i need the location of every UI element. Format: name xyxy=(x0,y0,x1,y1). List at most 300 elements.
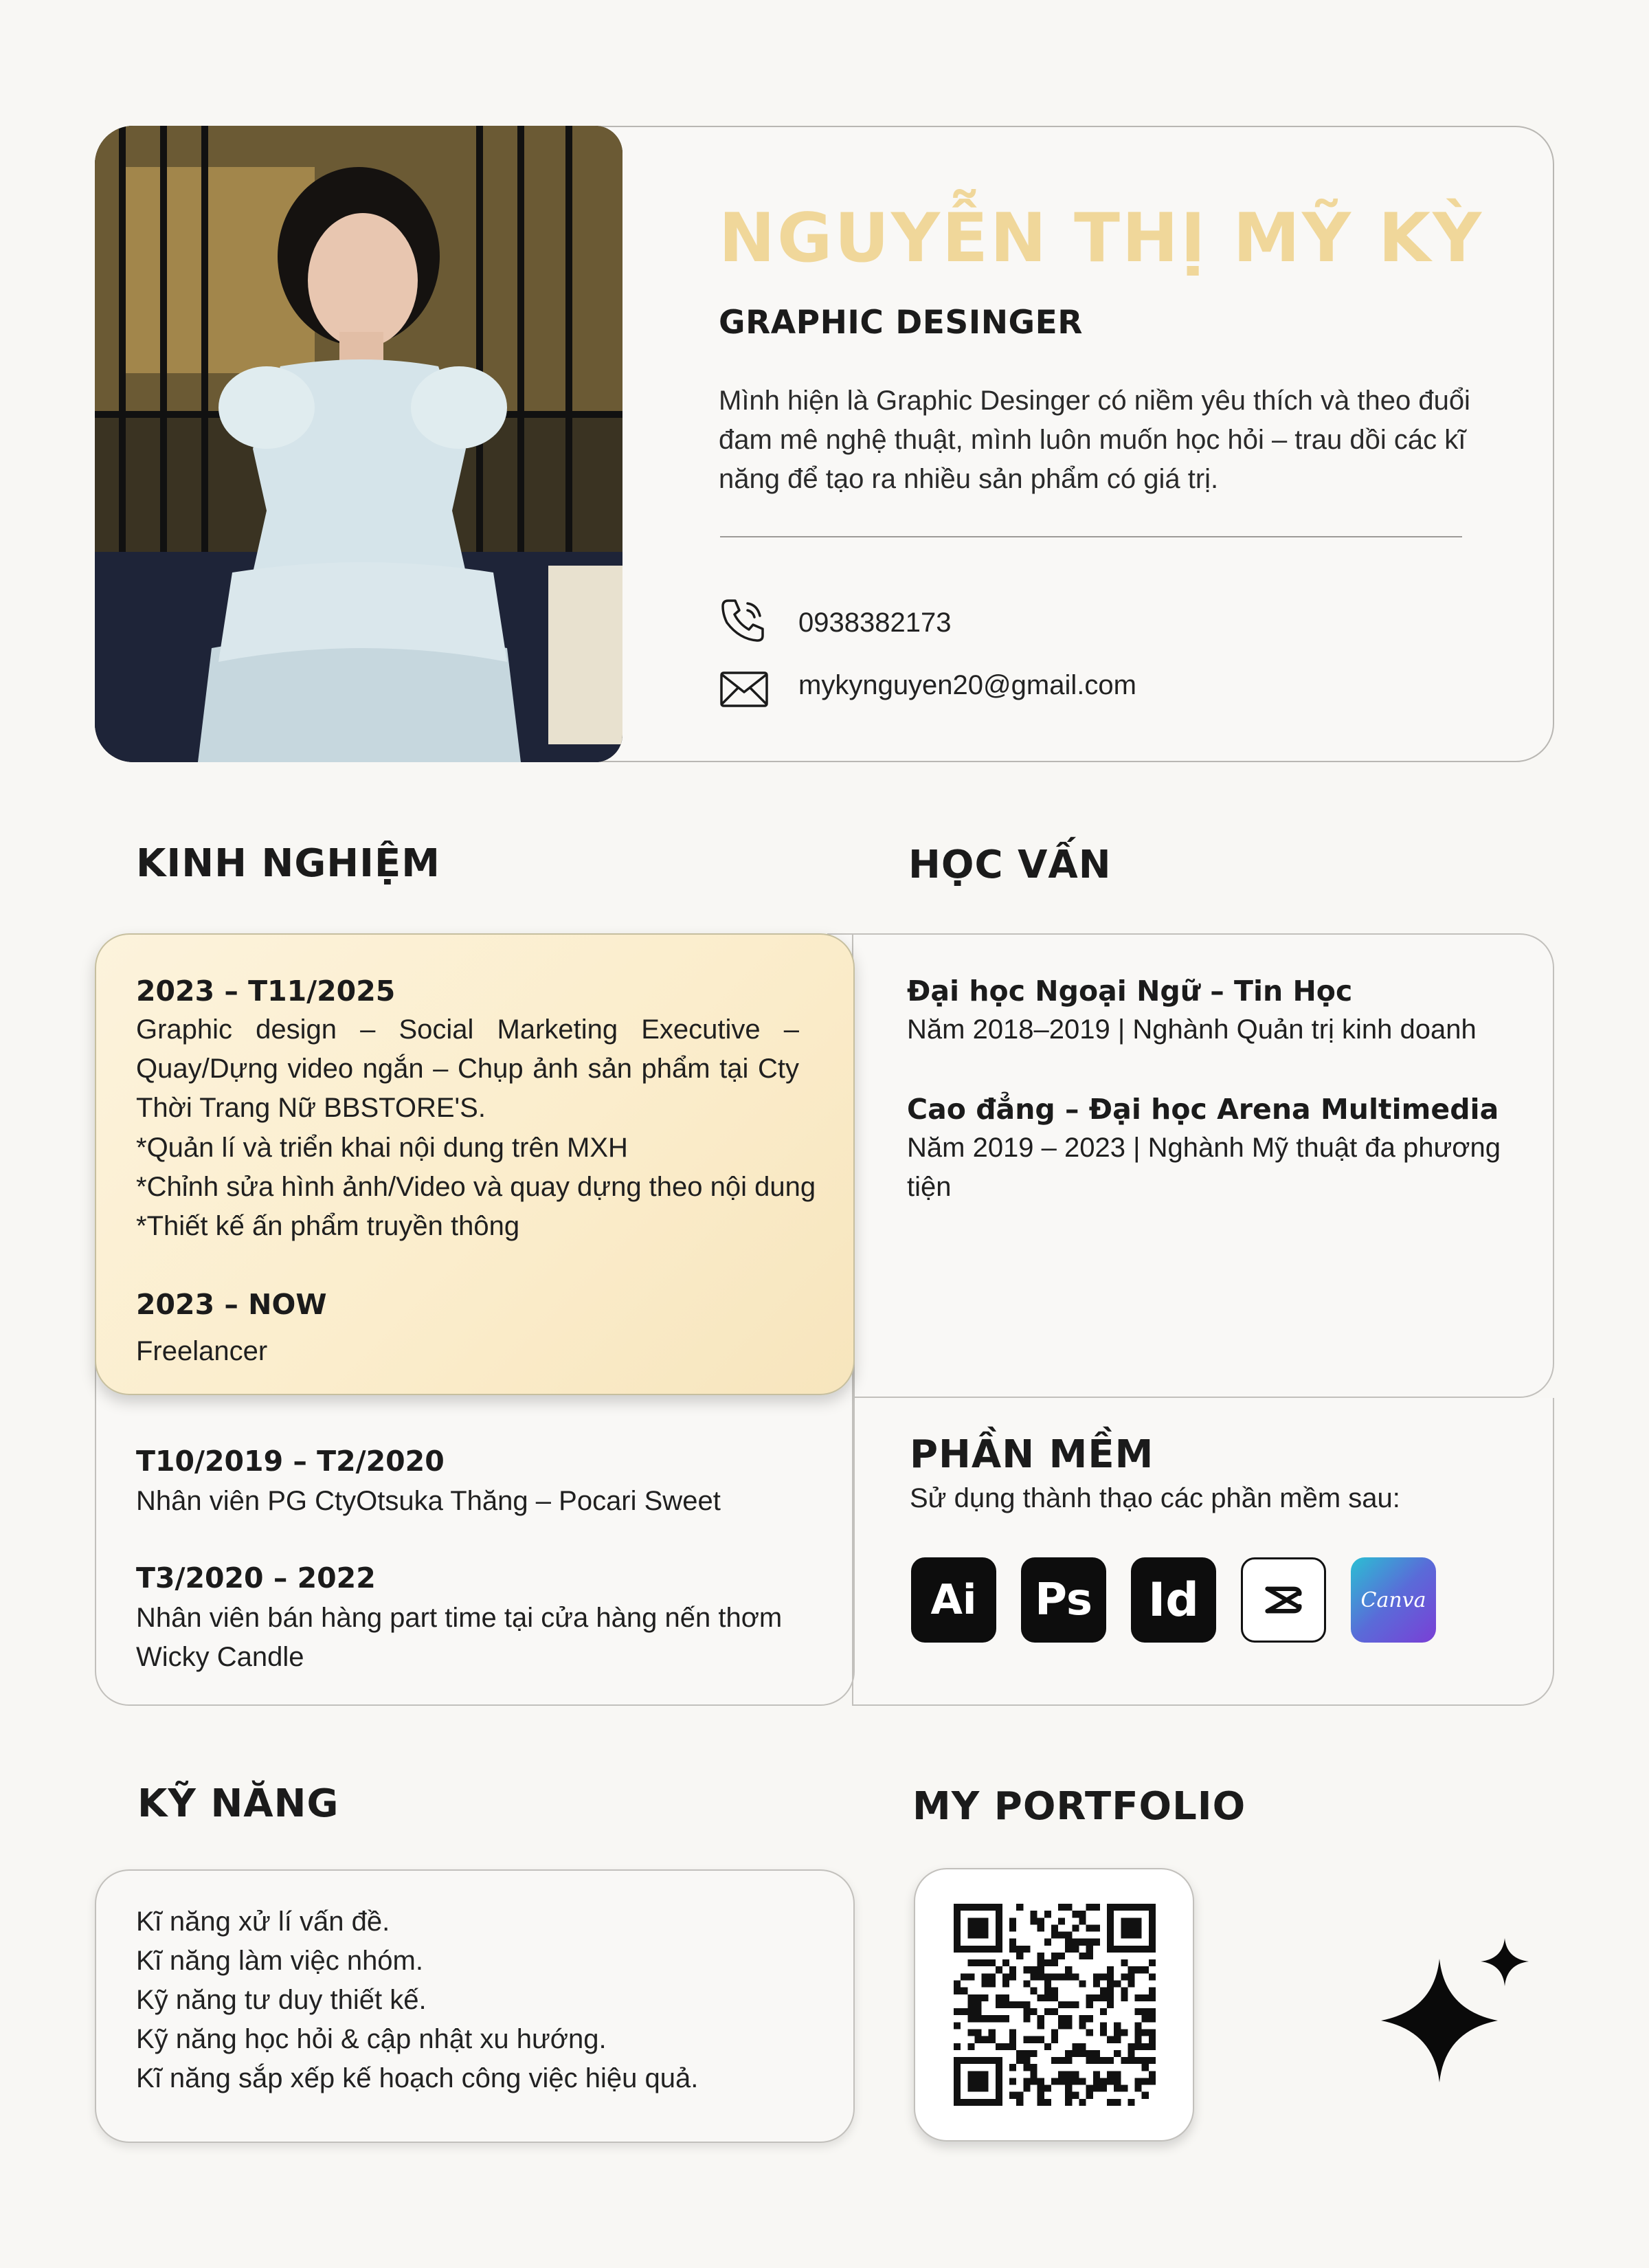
qr-module xyxy=(1100,1973,1107,1980)
software-description: Sử dụng thành thạo các phần mềm sau: xyxy=(910,1483,1400,1513)
qr-module xyxy=(982,1994,989,2001)
qr-module xyxy=(1016,2092,1023,2099)
qr-module xyxy=(1093,1994,1100,2001)
qr-module xyxy=(1128,2057,1134,2064)
canva-icon: Canva xyxy=(1351,1557,1436,1643)
qr-module xyxy=(1072,1973,1079,1980)
mail-icon xyxy=(719,670,770,709)
qr-module xyxy=(1009,2001,1016,2008)
qr-module xyxy=(1058,1953,1065,1959)
header-divider xyxy=(720,536,1462,537)
qr-module xyxy=(954,2043,961,2050)
qr-module xyxy=(974,2015,981,2022)
qr-module xyxy=(1009,1966,1016,1973)
qr-module xyxy=(1079,1953,1086,1959)
skill-item: Kỹ năng tư duy thiết kế. xyxy=(136,1985,427,2015)
qr-module xyxy=(1009,1917,1016,1924)
qr-module xyxy=(1023,1981,1030,1988)
qr-module xyxy=(989,2029,996,2036)
qr-module xyxy=(1114,2078,1121,2084)
qr-module xyxy=(1086,2029,1093,2036)
qr-module xyxy=(1023,1946,1030,1953)
qr-module xyxy=(974,2036,981,2043)
qr-module xyxy=(1079,2050,1086,2057)
experience-date: 2023 – T11/2025 xyxy=(136,975,396,1008)
skill-item: Kĩ năng xử lí vấn đề. xyxy=(136,1906,390,1937)
qr-module xyxy=(961,1988,967,1994)
qr-module xyxy=(967,2029,974,2036)
experience-bullet: *Chỉnh sửa hình ảnh/Video và quay dựng theo nội dung xyxy=(136,1172,816,1202)
qr-module xyxy=(1072,2078,1079,2084)
qr-module xyxy=(1121,2057,1128,2064)
qr-module xyxy=(1093,2057,1100,2064)
qr-module xyxy=(1031,2071,1037,2078)
qr-module xyxy=(1023,2057,1030,2064)
qr-module xyxy=(1031,2064,1037,2071)
qr-module xyxy=(1135,2008,1142,2015)
qr-module xyxy=(1037,2092,1044,2099)
qr-module xyxy=(1051,2008,1058,2015)
qr-module xyxy=(1023,1966,1030,1973)
qr-module xyxy=(982,2015,989,2022)
qr-module xyxy=(974,2029,981,2036)
qr-module xyxy=(1086,1939,1093,1946)
qr-module xyxy=(1121,1988,1128,1994)
qr-module xyxy=(1051,1994,1058,2001)
qr-module xyxy=(1142,2092,1149,2099)
qr-module xyxy=(1016,2099,1023,2106)
qr-module xyxy=(1121,1994,1128,2001)
qr-module xyxy=(1135,1966,1142,1973)
qr-module xyxy=(1149,2057,1156,2064)
qr-module xyxy=(1002,2015,1009,2022)
qr-module xyxy=(1142,2029,1149,2036)
qr-module xyxy=(967,2071,988,2091)
qr-module xyxy=(1093,1981,1100,1988)
illustrator-icon: Ai xyxy=(911,1557,996,1643)
qr-module xyxy=(1079,2043,1086,2050)
qr-module xyxy=(1128,2043,1134,2050)
qr-module xyxy=(967,2043,974,2050)
qr-module xyxy=(1002,1994,1009,2001)
qr-module xyxy=(1016,2001,1023,2008)
qr-module xyxy=(1051,1932,1058,1939)
qr-module xyxy=(1135,2036,1142,2043)
qr-module xyxy=(1142,1966,1149,1973)
qr-module xyxy=(1072,2001,1079,2008)
qr-module xyxy=(1107,2057,1114,2064)
qr-module xyxy=(996,2001,1002,2008)
qr-module xyxy=(1093,2085,1100,2092)
experience-description: Nhân viên PG CtyOtsuka Thăng – Pocari Sweet xyxy=(136,1486,721,1516)
qr-module xyxy=(1065,1904,1072,1911)
qr-module xyxy=(1135,2057,1142,2064)
email-address[interactable]: mykynguyen20@gmail.com xyxy=(798,670,1136,700)
qr-module xyxy=(982,1973,989,1980)
qr-module xyxy=(1044,2099,1051,2106)
qr-module xyxy=(1044,1981,1051,1988)
qr-module xyxy=(1142,2008,1149,2015)
qr-module xyxy=(1009,2078,1016,2084)
qr-module xyxy=(1009,1939,1016,1946)
qr-module xyxy=(1142,2043,1149,2050)
qr-module xyxy=(1086,2050,1093,2057)
experience-date: T10/2019 – T2/2020 xyxy=(136,1445,445,1478)
school-detail: Năm 2019 – 2023 | Nghành Mỹ thuật đa phương tiện xyxy=(907,1133,1501,1202)
qr-module xyxy=(1058,2001,1065,2008)
qr-module xyxy=(1031,2036,1037,2043)
qr-module xyxy=(1002,1981,1009,1988)
qr-module xyxy=(1037,1953,1044,1959)
qr-module xyxy=(1065,2071,1072,2078)
qr-module xyxy=(1051,1959,1058,1966)
qr-module xyxy=(1037,1973,1044,1980)
qr-module xyxy=(1002,1959,1009,1966)
qr-module xyxy=(1072,2071,1079,2078)
qr-module xyxy=(1135,1994,1142,2001)
qr-module xyxy=(967,2001,974,2008)
qr-module xyxy=(1135,2043,1142,2050)
qr-module xyxy=(1051,2078,1058,2084)
qr-module xyxy=(1149,2043,1156,2050)
profile-photo xyxy=(95,126,622,762)
qr-module xyxy=(1128,2050,1134,2057)
qr-module xyxy=(1079,2022,1086,2029)
qr-module xyxy=(1051,1988,1058,1994)
qr-module xyxy=(996,2043,1002,2050)
qr-module xyxy=(1009,2036,1016,2043)
qr-module xyxy=(1044,1939,1051,1946)
qr-module xyxy=(1128,2099,1134,2106)
qr-module xyxy=(1072,1924,1079,1931)
qr-module xyxy=(1023,2008,1030,2015)
qr-module xyxy=(1114,2085,1121,2092)
experience-bullet: *Thiết kế ấn phẩm truyền thông xyxy=(136,1211,520,1241)
qr-module xyxy=(1149,1973,1156,1980)
qr-module xyxy=(1079,2078,1086,2084)
qr-module xyxy=(974,1994,981,2001)
qr-module xyxy=(1093,2071,1100,2078)
school-detail: Năm 2018–2019 | Nghành Quản trị kinh doanh xyxy=(907,1014,1477,1045)
qr-module xyxy=(1107,1981,1114,1988)
qr-module xyxy=(1121,2029,1128,2036)
qr-module xyxy=(1128,1981,1134,1988)
qr-module xyxy=(1065,1932,1072,1939)
sparkle-icon xyxy=(1374,1938,1539,2082)
qr-module xyxy=(1009,1924,1016,1931)
qr-module xyxy=(1037,2015,1044,2022)
qr-module xyxy=(1107,2078,1114,2084)
qr-module xyxy=(989,2015,996,2022)
experience-description: Graphic design – Social Marketing Executive – Quay/Dựng video ngắn – Chụp ảnh sản phẩm tại Cty Thời Trang Nữ BBSTORE'S. xyxy=(136,1014,799,1123)
qr-module xyxy=(1149,2015,1156,2022)
qr-module xyxy=(1121,1973,1128,1980)
qr-module xyxy=(1114,2099,1121,2106)
qr-module xyxy=(1100,2078,1107,2084)
qr-module xyxy=(974,1959,981,1966)
qr-module xyxy=(1058,2022,1065,2029)
qr-module xyxy=(1107,1966,1114,1973)
qr-module xyxy=(1079,1939,1086,1946)
qr-module xyxy=(967,1973,974,1980)
qr-module xyxy=(1009,2092,1016,2099)
experience-description: Freelancer xyxy=(136,1336,268,1366)
qr-module xyxy=(1142,2064,1149,2071)
qr-module xyxy=(1100,2029,1107,2036)
qr-module xyxy=(1058,1904,1065,1911)
qr-module xyxy=(974,2008,981,2015)
qr-module xyxy=(1100,2085,1107,2092)
qr-module xyxy=(1107,1988,1114,1994)
capcut-icon xyxy=(1241,1557,1326,1643)
qr-module xyxy=(1037,2022,1044,2029)
qr-module xyxy=(989,1973,996,1980)
qr-module xyxy=(1023,2015,1030,2022)
qr-module xyxy=(1135,2029,1142,2036)
qr-module xyxy=(1037,2078,1044,2084)
qr-module xyxy=(1044,1988,1051,1994)
qr-module xyxy=(1149,2078,1156,2084)
qr-module xyxy=(1051,1924,1058,1931)
qr-module xyxy=(1065,2099,1072,2106)
qr-module xyxy=(989,2036,996,2043)
qr-module xyxy=(996,2015,1002,2022)
phone-number[interactable]: 0938382173 xyxy=(798,608,952,638)
qr-module xyxy=(967,2008,974,2015)
qr-module xyxy=(1031,1988,1037,1994)
qr-module xyxy=(1037,2085,1044,2092)
qr-module xyxy=(1100,2057,1107,2064)
qr-module xyxy=(1093,1939,1100,1946)
qr-module xyxy=(1086,1953,1093,1959)
qr-module xyxy=(1128,1973,1134,1980)
qr-module xyxy=(1093,2050,1100,2057)
qr-module xyxy=(1051,2057,1058,2064)
qr-module xyxy=(982,1981,989,1988)
qr-module xyxy=(1079,2099,1086,2106)
qr-module xyxy=(1009,1946,1016,1953)
qr-module xyxy=(1037,1994,1044,2001)
qr-module xyxy=(1065,2022,1072,2029)
qr-module xyxy=(1149,2029,1156,2036)
qr-module xyxy=(1044,1911,1051,1917)
qr-module xyxy=(1086,1904,1093,1911)
qr-module xyxy=(1037,2099,1044,2106)
qr-module xyxy=(1009,2029,1016,2036)
qr-module xyxy=(1114,2029,1121,2036)
qr-module xyxy=(1031,1973,1037,1980)
qr-module xyxy=(1065,2015,1072,2022)
qr-module xyxy=(1037,1924,1044,1931)
qr-module xyxy=(1135,2085,1142,2092)
qr-module xyxy=(1023,2001,1030,2008)
qr-module xyxy=(1031,1917,1037,1924)
qr-module xyxy=(1149,1959,1156,1966)
qr-module xyxy=(1086,2001,1093,2008)
qr-module xyxy=(974,2001,981,2008)
qr-module xyxy=(1009,2043,1016,2050)
qr-module xyxy=(1100,2022,1107,2029)
qr-module xyxy=(1072,1946,1079,1953)
qr-module xyxy=(1044,2043,1051,2050)
qr-module xyxy=(1149,1988,1156,1994)
qr-module xyxy=(1023,2085,1030,2092)
qr-module xyxy=(1142,2057,1149,2064)
qr-module xyxy=(1023,2036,1030,2043)
portfolio-title: MY PORTFOLIO xyxy=(912,1784,1246,1829)
qr-module xyxy=(1149,2071,1156,2078)
qr-module xyxy=(1065,2078,1072,2084)
experience-date: T3/2020 – 2022 xyxy=(136,1561,376,1594)
qr-module xyxy=(982,1959,989,1966)
qr-module xyxy=(982,2036,989,2043)
qr-module xyxy=(1093,1973,1100,1980)
phone-icon xyxy=(719,595,770,646)
qr-module xyxy=(1086,1924,1093,1931)
intro-text: Mình hiện là Graphic Desinger có niềm yêu thích và theo đuổi đam mê nghệ thuật, mình luôn muốn học hỏi – trau dồi các kĩ năng để tạo ra nhiều sản phẩm có giá trị. xyxy=(719,386,1470,494)
qr-module xyxy=(1023,2078,1030,2084)
qr-module xyxy=(1031,2078,1037,2084)
qr-module xyxy=(1065,1973,1072,1980)
qr-module xyxy=(954,1981,961,1988)
qr-module xyxy=(1107,1973,1114,1980)
qr-module xyxy=(1016,1946,1023,1953)
qr-module xyxy=(1044,2085,1051,2092)
qr-module xyxy=(1114,1981,1121,1988)
qr-module xyxy=(1135,2078,1142,2084)
qr-module xyxy=(954,2022,961,2029)
qr-module xyxy=(1072,2043,1079,2050)
qr-module xyxy=(1065,2050,1072,2057)
qr-module xyxy=(1065,2057,1072,2064)
qr-module xyxy=(1058,2078,1065,2084)
qr-module xyxy=(1058,2015,1065,2022)
qr-module xyxy=(1086,2092,1093,2099)
qr-module xyxy=(954,2008,961,2015)
qr-module xyxy=(1058,1973,1065,1980)
education-title: HỌC VẤN xyxy=(908,843,1112,887)
qr-module xyxy=(1100,1988,1107,1994)
qr-module xyxy=(1051,2029,1058,2036)
qr-module xyxy=(1079,1911,1086,1917)
photoshop-icon: Ps xyxy=(1021,1557,1106,1643)
qr-module xyxy=(1065,1946,1072,1953)
qr-module xyxy=(1114,2022,1121,2029)
qr-module xyxy=(1058,1917,1065,1924)
qr-module xyxy=(996,1994,1002,2001)
qr-module xyxy=(1093,1904,1100,1911)
qr-module xyxy=(1149,2008,1156,2015)
qr-module xyxy=(1072,1939,1079,1946)
qr-module xyxy=(1107,2036,1114,2043)
qr-module xyxy=(1051,1973,1058,1980)
qr-module xyxy=(1002,1973,1009,1980)
qr-code-icon[interactable] xyxy=(954,1904,1156,2106)
qr-module xyxy=(1128,1966,1134,1973)
qr-module xyxy=(1149,2036,1156,2043)
qr-module xyxy=(1114,2050,1121,2057)
qr-module xyxy=(1009,2064,1016,2071)
job-title: GRAPHIC DESINGER xyxy=(719,304,1083,342)
qr-module xyxy=(1100,2008,1107,2015)
qr-module xyxy=(1086,1994,1093,2001)
qr-module xyxy=(1037,1917,1044,1924)
qr-module xyxy=(1079,2015,1086,2022)
qr-module xyxy=(1142,1994,1149,2001)
qr-module xyxy=(1086,2085,1093,2092)
experience-bullet: *Quản lí và triển khai nội dung trên MXH xyxy=(136,1133,628,1163)
qr-module xyxy=(1135,2022,1142,2029)
school-name: Đại học Ngoại Ngữ – Tin Học xyxy=(907,975,1353,1008)
qr-module xyxy=(961,2008,967,2015)
qr-module xyxy=(1031,1966,1037,1973)
qr-module xyxy=(1121,2085,1128,2092)
qr-module xyxy=(1051,2036,1058,2043)
qr-module xyxy=(989,1959,996,1966)
qr-module xyxy=(1031,2008,1037,2015)
qr-module xyxy=(967,1917,988,1938)
qr-module xyxy=(1079,1917,1086,1924)
qr-module xyxy=(1065,2092,1072,2099)
qr-module xyxy=(1044,1973,1051,1980)
skill-item: Kĩ năng làm việc nhóm. xyxy=(136,1946,423,1976)
qr-module xyxy=(1149,1994,1156,2001)
qr-module xyxy=(1023,2050,1030,2057)
software-title: PHẦN MỀM xyxy=(910,1432,1154,1477)
skill-item: Kỹ năng học hỏi & cập nhật xu hướng. xyxy=(136,2024,607,2054)
qr-module xyxy=(1121,1959,1128,1966)
qr-module xyxy=(1065,1966,1072,1973)
qr-module xyxy=(1016,2057,1023,2064)
qr-module xyxy=(1072,2092,1079,2099)
experience-title: KINH NGHIỆM xyxy=(136,841,440,886)
qr-module xyxy=(1023,2064,1030,2071)
qr-module xyxy=(1142,2078,1149,2084)
qr-module xyxy=(1044,2008,1051,2015)
qr-module xyxy=(1100,1994,1107,2001)
qr-module xyxy=(954,1988,961,1994)
qr-module xyxy=(1058,2057,1065,2064)
qr-module xyxy=(1079,1981,1086,1988)
qr-module xyxy=(1037,2036,1044,2043)
qr-module xyxy=(1114,2071,1121,2078)
qr-module xyxy=(1093,2078,1100,2084)
experience-date: 2023 – NOW xyxy=(136,1288,327,1321)
qr-module xyxy=(1002,2001,1009,2008)
qr-module xyxy=(996,1966,1002,1973)
qr-module xyxy=(1031,1911,1037,1917)
person-name: NGUYỄN THỊ MỸ KỲ xyxy=(719,199,1484,278)
qr-module xyxy=(1002,2043,1009,2050)
skills-title: KỸ NĂNG xyxy=(137,1781,339,1826)
qr-module xyxy=(1107,2001,1114,2008)
qr-module xyxy=(1016,2050,1023,2057)
qr-module xyxy=(1086,1946,1093,1953)
qr-module xyxy=(1051,1953,1058,1959)
qr-module xyxy=(1072,2050,1079,2057)
qr-module xyxy=(1114,2036,1121,2043)
qr-module xyxy=(967,2015,974,2022)
qr-module xyxy=(1044,1994,1051,2001)
qr-module xyxy=(1009,1973,1016,1980)
qr-module xyxy=(967,1994,974,2001)
qr-module xyxy=(1058,1932,1065,1939)
skill-item: Kĩ năng sắp xếp kế hoạch công việc hiệu quả. xyxy=(136,2063,699,2093)
qr-module xyxy=(1142,2015,1149,2022)
qr-module xyxy=(1107,1994,1114,2001)
indesign-icon: Id xyxy=(1131,1557,1216,1643)
experience-description: Nhân viên bán hàng part time tại cửa hàng nến thơm Wicky Candle xyxy=(136,1603,783,1672)
